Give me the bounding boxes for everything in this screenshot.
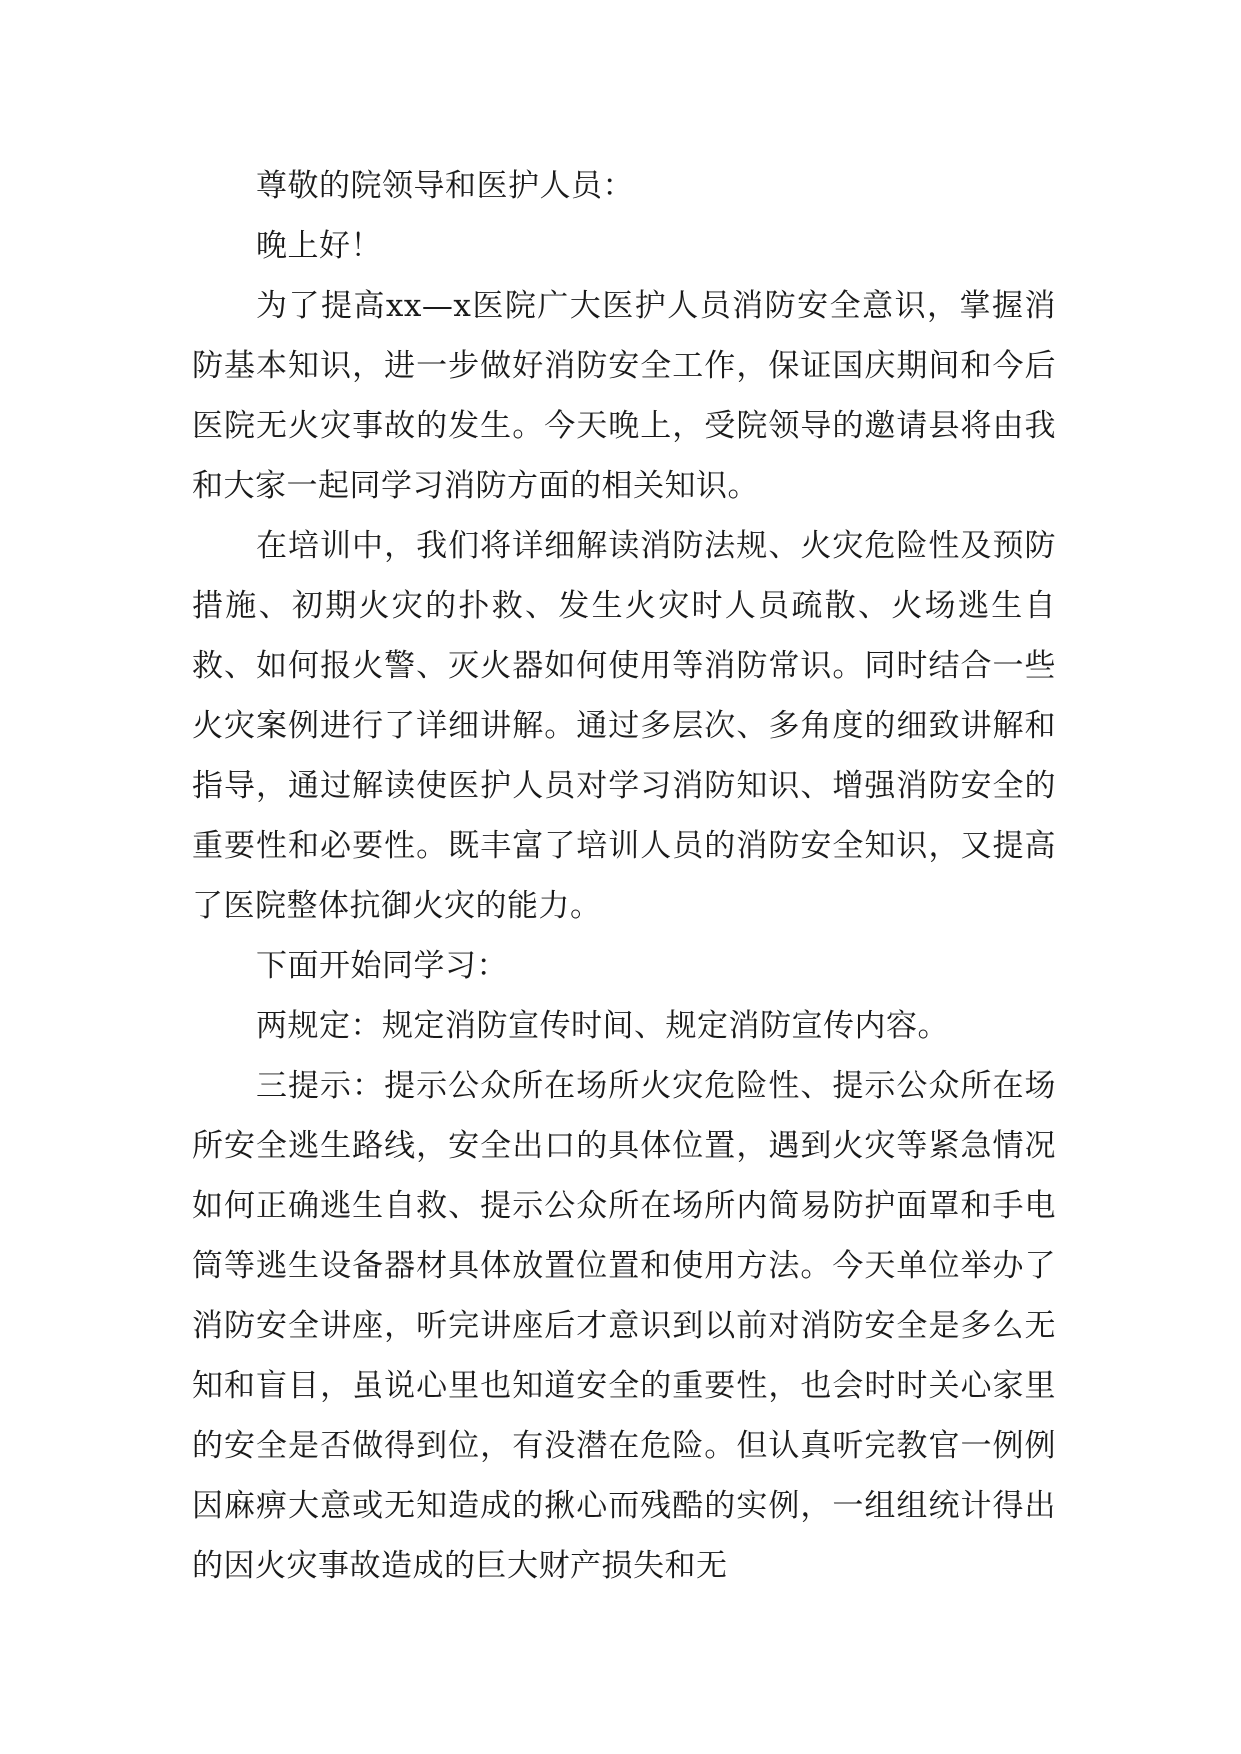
document-body [192, 156, 1056, 1596]
three-tips-paragraph: 三提示：提示公众所在场所火灾危险性、提示公众所在场所安全逃生路线，安全出口的具体位置，遇到火灾等紧急情况如何正确逃生自救、提示公众所在场所内简易防护面罩和手电筒等逃生设备器材具体放置位置和使用方法。今天单位举办了消防安全讲座，听完讲座后才意识到以前对消防安全是多么无知和盲目，虽说心里也知道安全的重要性，也会时时关心家里的安全是否做得到位，有没潜在危险。但认真听完教官一例例因麻痹大意或无知造成的揪心而残酷的实例，一组组统计得出的因火灾事故造成的巨大财产损失和无 [192, 1068, 1056, 1584]
intro-paragraph: 为了提高xx—x医院广大医护人员消防安全意识，掌握消防基本知识，进一步做好消防安全工作，保证国庆期间和今后医院无火灾事故的发生。今天晚上，受院领导的邀请县将由我和大家一起同学习消防方面的相关知识。 [192, 288, 1056, 504]
salutation-paragraph: 尊敬的院领导和医护人员： [256, 168, 634, 204]
training-paragraph: 在培训中，我们将详细解读消防法规、火灾危险性及预防措施、初期火灾的扑救、发生火灾时人员疏散、火场逃生自救、如何报火警、灭火器如何使用等消防常识。同时结合一些火灾案例进行了详细讲解。通过多层次、多角度的细致讲解和指导，通过解读使医护人员对学习消防知识、增强消防安全的重要性和必要性。既丰富了培训人员的消防安全知识，又提高了医院整体抗御火灾的能力。 [192, 528, 1056, 924]
start-study-paragraph: 下面开始同学习： [256, 948, 508, 984]
greeting-paragraph: 晚上好！ [256, 228, 382, 264]
two-rules-paragraph: 两规定：规定消防宣传时间、规定消防宣传内容。 [256, 1008, 949, 1044]
